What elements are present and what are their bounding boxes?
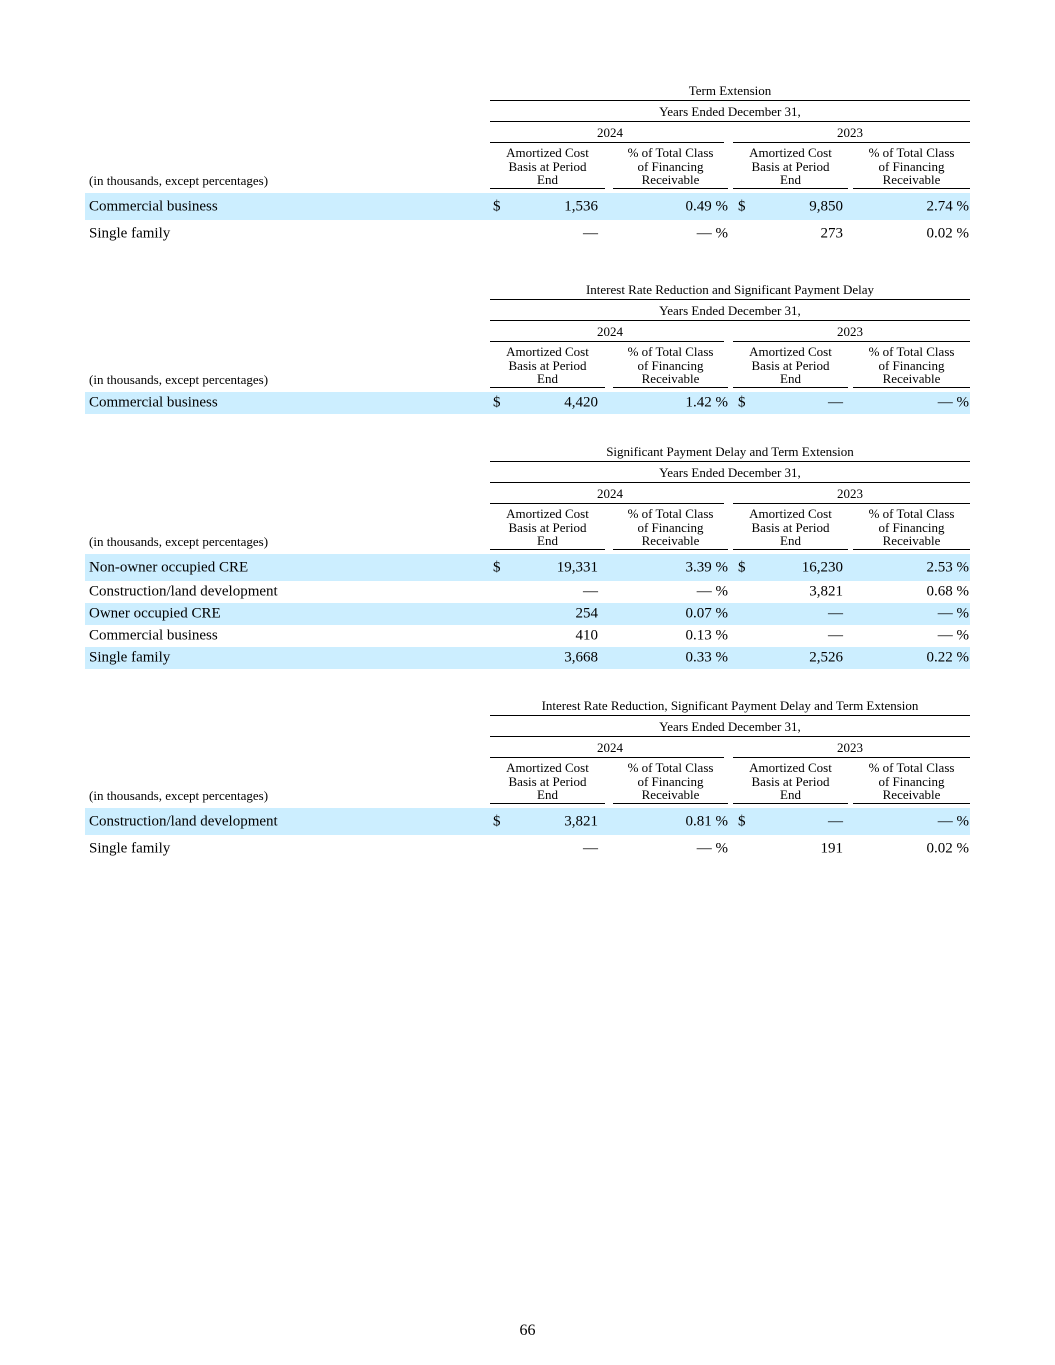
column-rule bbox=[853, 803, 970, 804]
column-header-line: of Financing bbox=[637, 158, 704, 174]
column-header-line: Receivable bbox=[882, 533, 941, 548]
table-section bbox=[85, 698, 970, 862]
years-ended-label: Years Ended December 31, bbox=[659, 719, 801, 734]
pct-total-2024: 0.13 % bbox=[685, 627, 728, 644]
column-header-pct-total bbox=[613, 146, 728, 187]
column-header-line: End bbox=[780, 787, 801, 802]
column-header-line: Amortized Cost bbox=[506, 145, 589, 160]
dollar-sign: $ bbox=[493, 813, 501, 829]
table-row bbox=[85, 835, 970, 862]
amortized-cost-2023: 2,526 bbox=[809, 649, 843, 666]
pct-total-2024: 0.81 % bbox=[685, 813, 728, 829]
column-header-line: Amortized Cost bbox=[749, 145, 832, 160]
pct-total-2023: — % bbox=[937, 394, 969, 411]
pct-total-2024: 0.07 % bbox=[685, 605, 728, 622]
dollar-sign: $ bbox=[493, 559, 501, 575]
table-row bbox=[85, 392, 970, 414]
table-title: Significant Payment Delay and Term Extension bbox=[606, 444, 854, 459]
column-header-amortized-cost bbox=[733, 345, 848, 386]
row-label: Single family bbox=[89, 225, 171, 241]
column-header-line: Basis at Period bbox=[508, 519, 587, 535]
column-rule bbox=[733, 387, 848, 388]
amortized-cost-2024: 410 bbox=[575, 627, 598, 644]
column-header-line: of Financing bbox=[637, 357, 704, 373]
years-ended-label: Years Ended December 31, bbox=[659, 104, 801, 119]
header-rule bbox=[490, 320, 970, 321]
column-header-line: Basis at Period bbox=[751, 357, 830, 373]
header-rule bbox=[490, 121, 970, 122]
column-header-line: Receivable bbox=[641, 172, 700, 187]
amortized-cost-2023: — bbox=[828, 813, 843, 829]
column-rule bbox=[490, 188, 605, 189]
column-header-amortized-cost bbox=[490, 146, 605, 187]
amortized-cost-2023: — bbox=[828, 627, 843, 644]
column-rule bbox=[853, 549, 970, 550]
column-header-line: of Financing bbox=[637, 519, 704, 535]
column-header-line: End bbox=[537, 371, 558, 386]
column-header-line: % of Total Class bbox=[627, 506, 714, 521]
column-header-line: Basis at Period bbox=[751, 158, 830, 174]
column-header-line: % of Total Class bbox=[868, 344, 955, 359]
table-row bbox=[85, 554, 970, 581]
table-title: Interest Rate Reduction and Significant Payment Delay bbox=[585, 282, 875, 297]
year-rule bbox=[490, 503, 724, 504]
amortized-cost-2024: 1,536 bbox=[564, 198, 598, 214]
column-rule bbox=[853, 188, 970, 189]
column-header-line: Receivable bbox=[641, 787, 700, 802]
year-2024-label: 2024 bbox=[597, 125, 623, 140]
year-rule bbox=[490, 341, 724, 342]
amortized-cost-2024: 3,821 bbox=[564, 813, 598, 829]
pct-total-2024: — % bbox=[696, 840, 728, 856]
column-header-line: of Financing bbox=[878, 773, 945, 789]
header-rule bbox=[490, 100, 970, 101]
pct-total-2024: 1.42 % bbox=[685, 394, 728, 411]
column-header-line: Receivable bbox=[882, 787, 941, 802]
table-section bbox=[85, 444, 970, 669]
dollar-sign: $ bbox=[738, 394, 746, 411]
dollar-sign: $ bbox=[738, 198, 746, 214]
header-rule bbox=[490, 299, 970, 300]
row-label: Commercial business bbox=[89, 198, 218, 214]
column-header-line: % of Total Class bbox=[868, 145, 955, 160]
column-header-line: Amortized Cost bbox=[749, 344, 832, 359]
column-rule bbox=[613, 549, 728, 550]
column-header-line: Receivable bbox=[882, 371, 941, 386]
column-header-line: of Financing bbox=[878, 158, 945, 174]
table-header bbox=[85, 282, 970, 392]
pct-total-2024: 0.49 % bbox=[685, 198, 728, 214]
table-row bbox=[85, 647, 970, 669]
pct-total-2023: 0.02 % bbox=[926, 840, 969, 856]
table-title: Interest Rate Reduction, Significant Payment Delay and Term Extension bbox=[541, 698, 919, 713]
column-header-line: Basis at Period bbox=[508, 357, 587, 373]
table-row bbox=[85, 625, 970, 647]
column-header-amortized-cost bbox=[490, 761, 605, 802]
pct-total-2023: 0.68 % bbox=[926, 583, 969, 600]
units-label: (in thousands, except percentages) bbox=[89, 788, 269, 803]
table-row bbox=[85, 220, 970, 247]
column-header-line: Amortized Cost bbox=[749, 506, 832, 521]
pct-total-2023: — % bbox=[937, 813, 969, 829]
page-number: 66 bbox=[519, 1322, 536, 1339]
column-header-line: Amortized Cost bbox=[506, 344, 589, 359]
amortized-cost-2023: 16,230 bbox=[801, 559, 843, 575]
year-rule bbox=[733, 341, 970, 342]
column-rule bbox=[613, 387, 728, 388]
column-rule bbox=[853, 387, 970, 388]
column-header-pct-total bbox=[853, 146, 970, 187]
dollar-sign: $ bbox=[493, 394, 501, 411]
units-label: (in thousands, except percentages) bbox=[89, 372, 269, 387]
row-label: Non-owner occupied CRE bbox=[89, 559, 249, 575]
row-label: Single family bbox=[89, 649, 171, 666]
column-header-pct-total bbox=[613, 345, 728, 386]
column-header-pct-total bbox=[853, 761, 970, 802]
year-2024-label: 2024 bbox=[597, 740, 623, 755]
column-header-line: Receivable bbox=[641, 533, 700, 548]
row-label: Owner occupied CRE bbox=[89, 605, 221, 622]
column-header-line: % of Total Class bbox=[627, 145, 714, 160]
table-header bbox=[85, 83, 970, 193]
column-header-line: End bbox=[780, 172, 801, 187]
column-rule bbox=[490, 387, 605, 388]
row-label: Commercial business bbox=[89, 627, 218, 644]
amortized-cost-2023: — bbox=[828, 394, 843, 411]
column-header-pct-total bbox=[853, 507, 970, 548]
amortized-cost-2024: — bbox=[583, 225, 598, 241]
column-header-amortized-cost bbox=[490, 345, 605, 386]
column-header-line: Basis at Period bbox=[508, 158, 587, 174]
row-label: Commercial business bbox=[89, 394, 218, 411]
header-rule bbox=[490, 715, 970, 716]
column-header-pct-total bbox=[613, 507, 728, 548]
column-header-amortized-cost bbox=[490, 507, 605, 548]
column-header-line: End bbox=[537, 787, 558, 802]
units-label: (in thousands, except percentages) bbox=[89, 173, 269, 188]
column-header-line: of Financing bbox=[878, 519, 945, 535]
year-2024-label: 2024 bbox=[597, 486, 623, 501]
table-section bbox=[85, 83, 970, 247]
years-ended-label: Years Ended December 31, bbox=[659, 303, 801, 318]
header-rule bbox=[490, 461, 970, 462]
column-header-line: % of Total Class bbox=[868, 506, 955, 521]
column-header-amortized-cost bbox=[733, 761, 848, 802]
amortized-cost-2024: 19,331 bbox=[556, 559, 598, 575]
year-rule bbox=[490, 142, 724, 143]
header-rule bbox=[490, 736, 970, 737]
units-label: (in thousands, except percentages) bbox=[89, 534, 269, 549]
column-header-line: of Financing bbox=[637, 773, 704, 789]
amortized-cost-2024: 4,420 bbox=[564, 394, 598, 411]
amortized-cost-2024: — bbox=[583, 840, 598, 856]
amortized-cost-2024: 254 bbox=[575, 605, 598, 622]
pct-total-2024: 0.33 % bbox=[685, 649, 728, 666]
pct-total-2024: 3.39 % bbox=[685, 559, 728, 575]
year-rule bbox=[490, 757, 724, 758]
column-rule bbox=[490, 549, 605, 550]
amortized-cost-2023: 191 bbox=[820, 840, 843, 856]
column-header-line: End bbox=[537, 533, 558, 548]
column-header-line: Amortized Cost bbox=[506, 506, 589, 521]
pct-total-2023: 2.53 % bbox=[926, 559, 969, 575]
header-rule bbox=[490, 482, 970, 483]
column-rule bbox=[733, 549, 848, 550]
year-2023-label: 2023 bbox=[837, 324, 863, 339]
column-header-line: End bbox=[780, 371, 801, 386]
amortized-cost-2023: 3,821 bbox=[809, 583, 843, 600]
row-label: Construction/land development bbox=[89, 583, 278, 600]
dollar-sign: $ bbox=[738, 813, 746, 829]
column-rule bbox=[613, 188, 728, 189]
amortized-cost-2023: 273 bbox=[820, 225, 843, 241]
table-header bbox=[85, 444, 970, 554]
table-title: Term Extension bbox=[688, 83, 772, 98]
pct-total-2023: — % bbox=[937, 605, 969, 622]
years-ended-label: Years Ended December 31, bbox=[659, 465, 801, 480]
column-rule bbox=[733, 188, 848, 189]
column-header-pct-total bbox=[613, 761, 728, 802]
column-header-line: Amortized Cost bbox=[506, 760, 589, 775]
amortized-cost-2023: — bbox=[828, 605, 843, 622]
column-header-line: % of Total Class bbox=[627, 344, 714, 359]
pct-total-2024: — % bbox=[696, 583, 728, 600]
column-rule bbox=[490, 803, 605, 804]
column-header-amortized-cost bbox=[733, 507, 848, 548]
year-2023-label: 2023 bbox=[837, 740, 863, 755]
column-header-pct-total bbox=[853, 345, 970, 386]
column-header-line: Receivable bbox=[882, 172, 941, 187]
table-row bbox=[85, 808, 970, 835]
dollar-sign: $ bbox=[493, 198, 501, 214]
pct-total-2024: — % bbox=[696, 225, 728, 241]
row-label: Single family bbox=[89, 840, 171, 856]
column-header-line: Receivable bbox=[641, 371, 700, 386]
table-row bbox=[85, 581, 970, 603]
pct-total-2023: 0.02 % bbox=[926, 225, 969, 241]
year-rule bbox=[733, 142, 970, 143]
column-header-line: % of Total Class bbox=[627, 760, 714, 775]
column-rule bbox=[733, 803, 848, 804]
pct-total-2023: 2.74 % bbox=[926, 198, 969, 214]
column-header-line: of Financing bbox=[878, 357, 945, 373]
amortized-cost-2023: 9,850 bbox=[809, 198, 843, 214]
column-header-amortized-cost bbox=[733, 146, 848, 187]
row-label: Construction/land development bbox=[89, 813, 278, 829]
column-header-line: End bbox=[780, 533, 801, 548]
column-header-line: Basis at Period bbox=[751, 519, 830, 535]
column-header-line: Basis at Period bbox=[508, 773, 587, 789]
year-2024-label: 2024 bbox=[597, 324, 623, 339]
dollar-sign: $ bbox=[738, 559, 746, 575]
year-2023-label: 2023 bbox=[837, 486, 863, 501]
table-row bbox=[85, 193, 970, 220]
column-header-line: Basis at Period bbox=[751, 773, 830, 789]
column-header-line: Amortized Cost bbox=[749, 760, 832, 775]
amortized-cost-2024: 3,668 bbox=[564, 649, 598, 666]
column-rule bbox=[613, 803, 728, 804]
column-header-line: % of Total Class bbox=[868, 760, 955, 775]
table-header bbox=[85, 698, 970, 808]
column-header-line: End bbox=[537, 172, 558, 187]
year-rule bbox=[733, 757, 970, 758]
pct-total-2023: — % bbox=[937, 627, 969, 644]
pct-total-2023: 0.22 % bbox=[926, 649, 969, 666]
table-row bbox=[85, 603, 970, 625]
year-2023-label: 2023 bbox=[837, 125, 863, 140]
table-section bbox=[85, 282, 970, 414]
amortized-cost-2024: — bbox=[583, 583, 598, 600]
year-rule bbox=[733, 503, 970, 504]
